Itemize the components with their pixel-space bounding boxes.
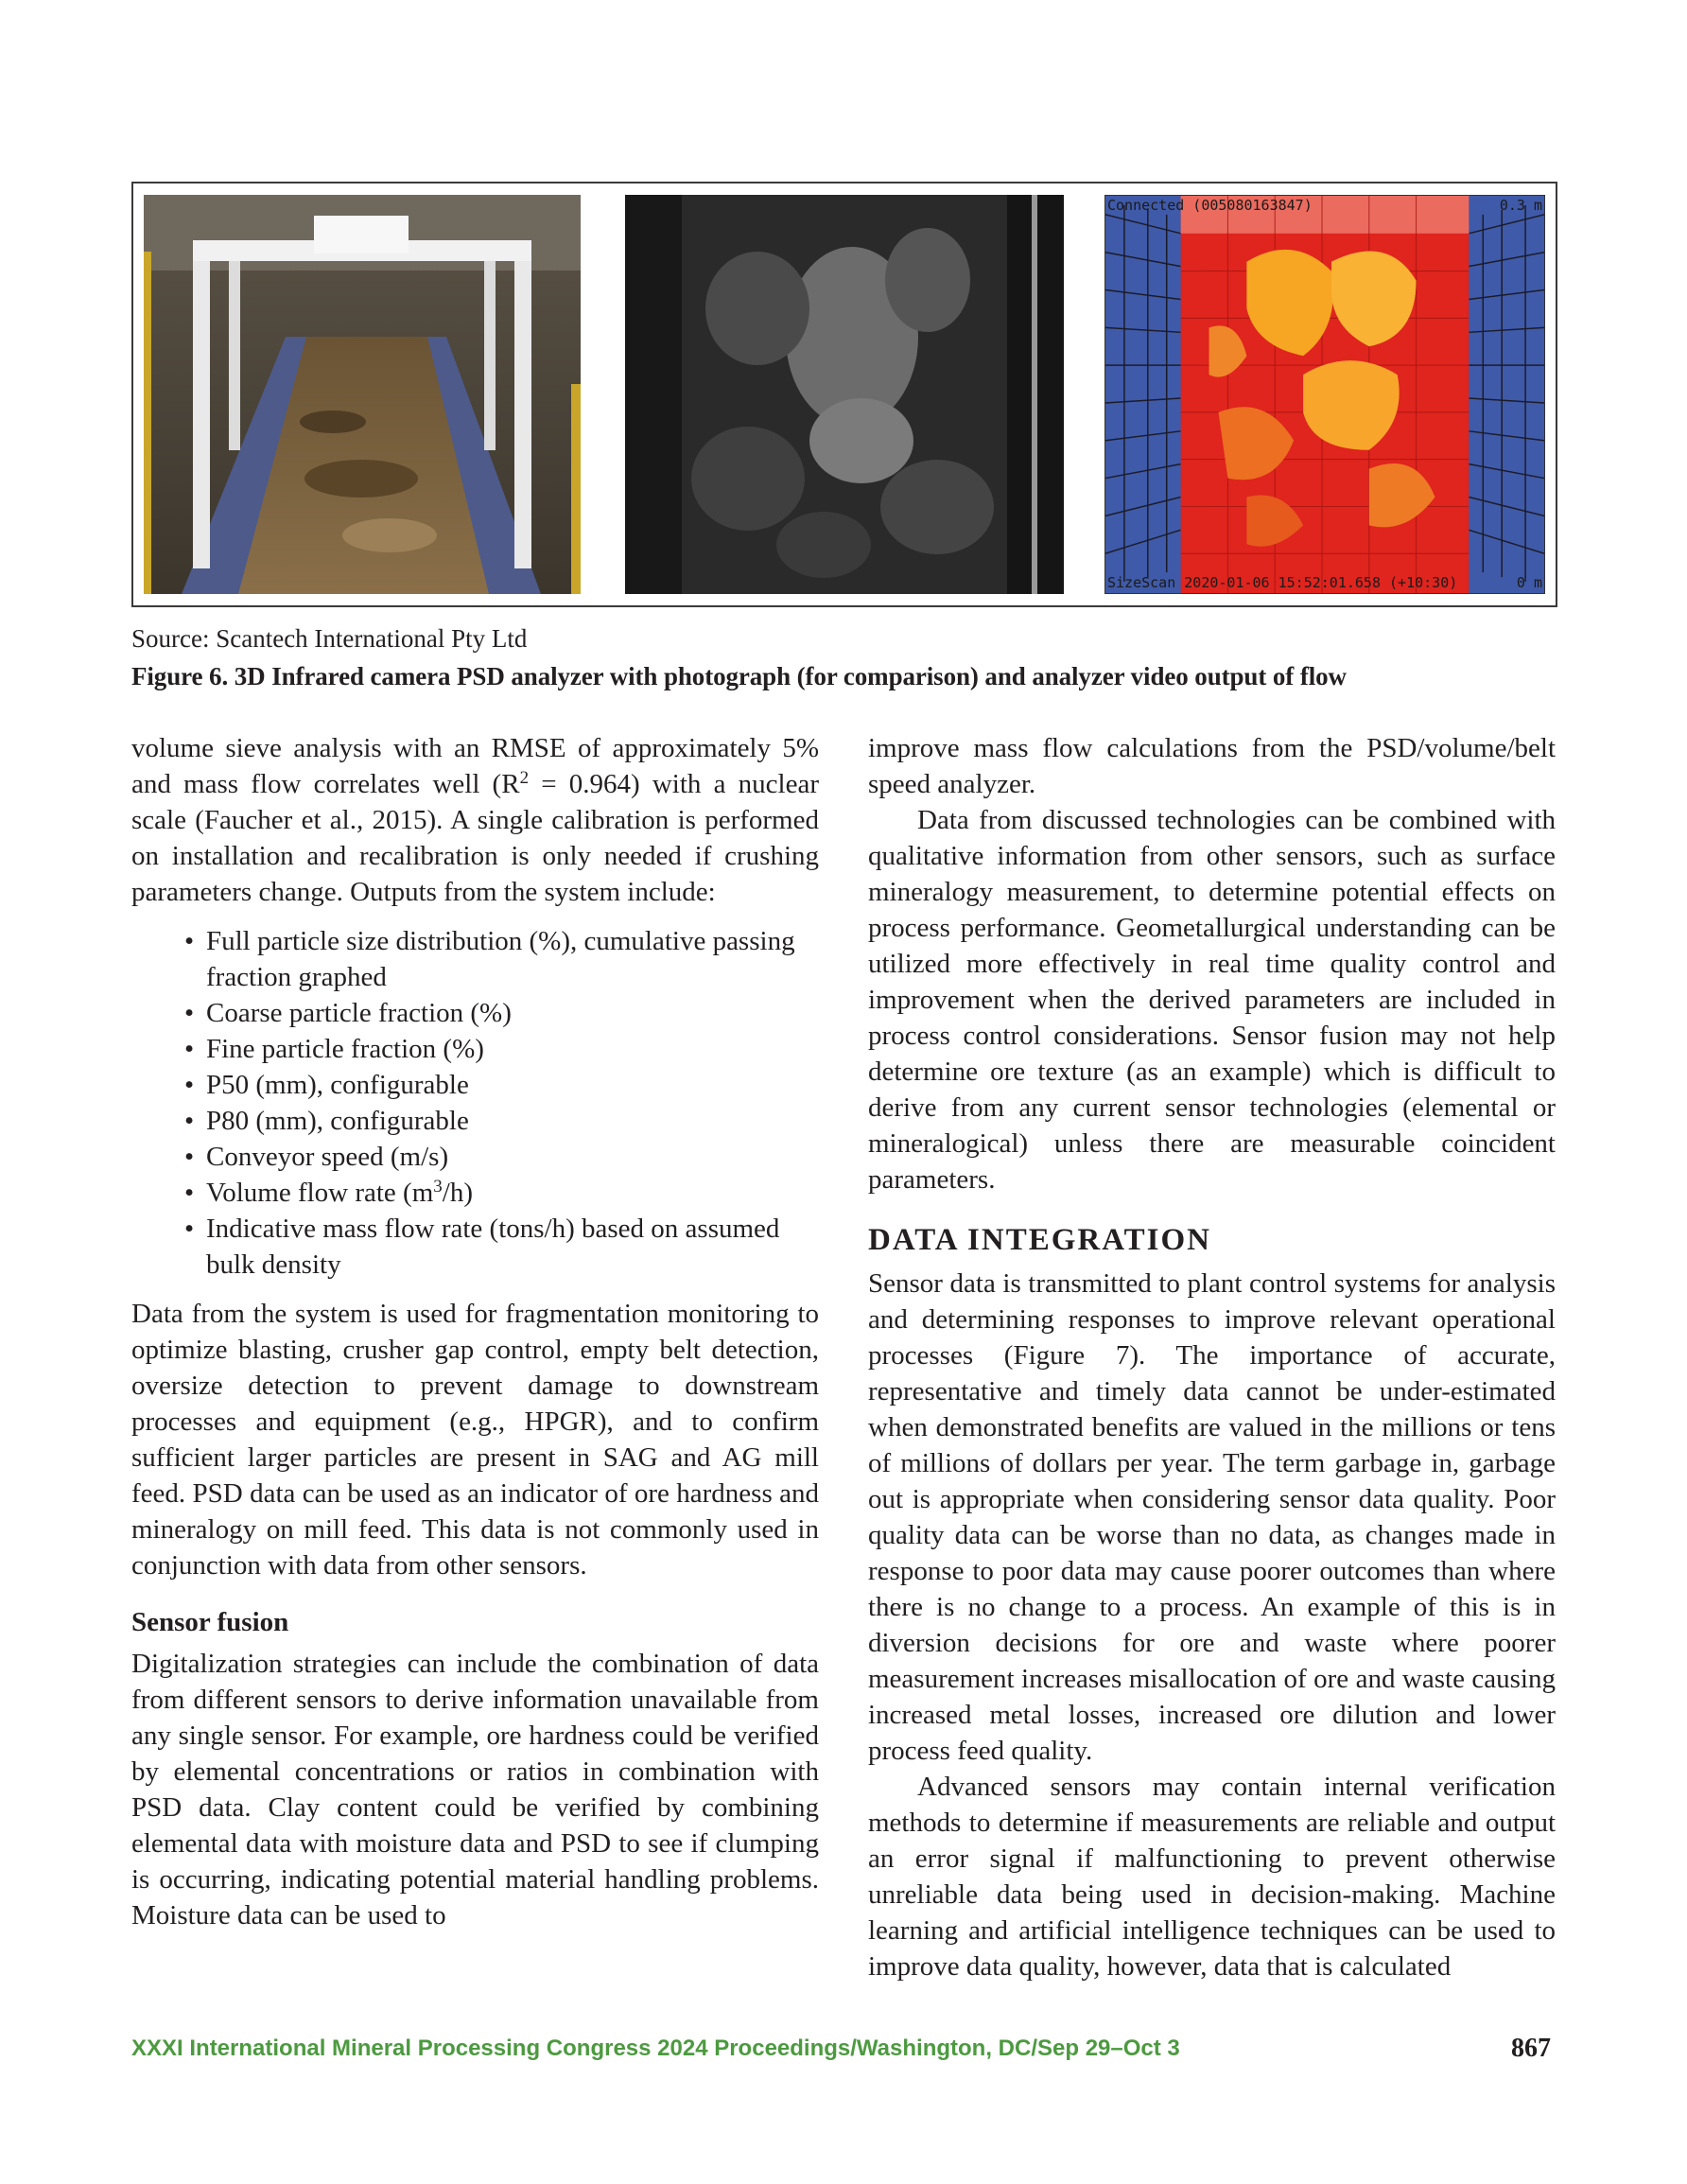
list-item: • Volume flow rate $(m^3/h)$: [131, 1175, 819, 1211]
paragraph-sensor-fusion: Digitalization strategies can include the combination of data from different sensors to derive information unavailable from any single sensor. For example, ore hardness could be verified by elemental concentrations or ratios in combination with PSD data. Clay content could be verified by combining elemental data with moisture data and PSD to see if clumping is occurring, indicating potential material handling problems. Moisture data can be used to: [131, 1649, 819, 1931]
paragraph-psd-usage: Data from the system is used for fragmentation monitoring to optimize blasting, crusher gap control, empty belt detection, oversize detection to prevent damage to downstream processes and equipment (e.g., HPGR), and to confirm sufficient larger particles are present in SAG and AG mill feed. PSD data can be used as an indicator of ore hardness and mineralogy on mill feed. This data is not commonly used in conjunction with data from other sensors.: [131, 1299, 819, 1581]
conveyor-photograph: [144, 195, 581, 594]
analyzer-depth-min-label: 0 m: [1516, 574, 1542, 591]
outputs-list: [131, 923, 819, 1283]
analyzer-video-output: [1104, 195, 1545, 594]
list-item: • Fine particle fraction (%): [131, 1031, 819, 1067]
subheading-sensor-fusion: Sensor fusion: [131, 1607, 289, 1637]
paragraph-advanced-sensors: Advanced sensors may contain internal verification methods to determine if measurements are reliable and output an error signal if malfunctioning to prevent otherwise unreliable data being used in decision-making. Machine learning and artificial intelligence techniques can be used to improve data quality, however, data that is calculated: [868, 1772, 1556, 1982]
paragraph-mass-flow: improve mass flow calculations from the PSD/volume/belt speed analyzer.: [868, 733, 1556, 799]
page-number: 867: [1511, 2034, 1551, 2063]
analyzer-timestamp-label: SizeScan 2020-01-06 15:52:01.658 (+10:30): [1107, 574, 1458, 591]
figure-source: Source: Scantech International Pty Ltd: [131, 624, 528, 653]
analyzer-depth-max-label: 0.3 m: [1499, 197, 1542, 214]
list-item: • Conveyor speed (m/s): [131, 1139, 819, 1175]
list-item: • Coarse particle fraction (%): [131, 995, 819, 1031]
list-item: • Full particle size distribution (%), cumulative passing fraction graphed: [131, 923, 819, 995]
infrared-camera-image: [625, 195, 1064, 594]
list-item: • Indicative mass flow rate (tons/h) based on assumed bulk density: [131, 1211, 819, 1283]
right-column: [868, 730, 1556, 1984]
analyzer-status-label: Connected (005080163847): [1107, 197, 1313, 214]
figure-6-frame: [131, 182, 1557, 607]
left-column: [131, 730, 819, 1933]
paragraph-combined-data: Data from discussed technologies can be combined with qualitative information from other sensors, such as surface mineralogy measurement, to determine potential effects on process performance. Geometallurgical understanding can be utilized more effectively in real time quality control and improvement when the derived parameters are included in process control considerations. Sensor fusion may not help determine ore texture (as an example) which is difficult to derive from any current sensor technologies (elemental or mineralogical) unless there are measurable coincident parameters.: [868, 805, 1556, 1195]
section-heading-data-integration: DATA INTEGRATION: [868, 1223, 1211, 1257]
figure-caption: Figure 6. 3D Infrared camera PSD analyzer with photograph (for comparison) and analyzer video output of flow: [131, 662, 1347, 690]
paragraph-data-integration: Sensor data is transmitted to plant control systems for analysis and determining responses to improve relevant operational processes (Figure 7). The importance of accurate, representative and timely data cannot be under-estimated when demonstrated benefits are valued in the millions or tens of millions of dollars per year. The term garbage in, garbage out is appropriate when considering sensor data quality. Poor quality data can be worse than no data, as changes made in response to poor data may cause poorer outcomes than where there is no change to a process. An example of this is in diversion decisions for ore and waste where poorer measurement increases misallocation of ore and waste causing increased metal losses, increased ore dilution and lower process feed quality.: [868, 1268, 1556, 1766]
paragraph-intro: volume sieve analysis with an RMSE of approximately 5% and mass flow correlates well $(R^2 = 0.964)$ with a nuclear scale (Faucher et al., 2015). A single calibration is performed on installation and recalibration is only needed if crushing parameters change. Outputs from the system include:: [131, 733, 819, 907]
list-item: • P80 (mm), configurable: [131, 1103, 819, 1139]
list-item: • P50 (mm), configurable: [131, 1067, 819, 1103]
footer-proceedings: XXXI International Mineral Processing Congress 2024 Proceedings/Washington, DC/Sep 29–Oct 3: [131, 2035, 1180, 2061]
